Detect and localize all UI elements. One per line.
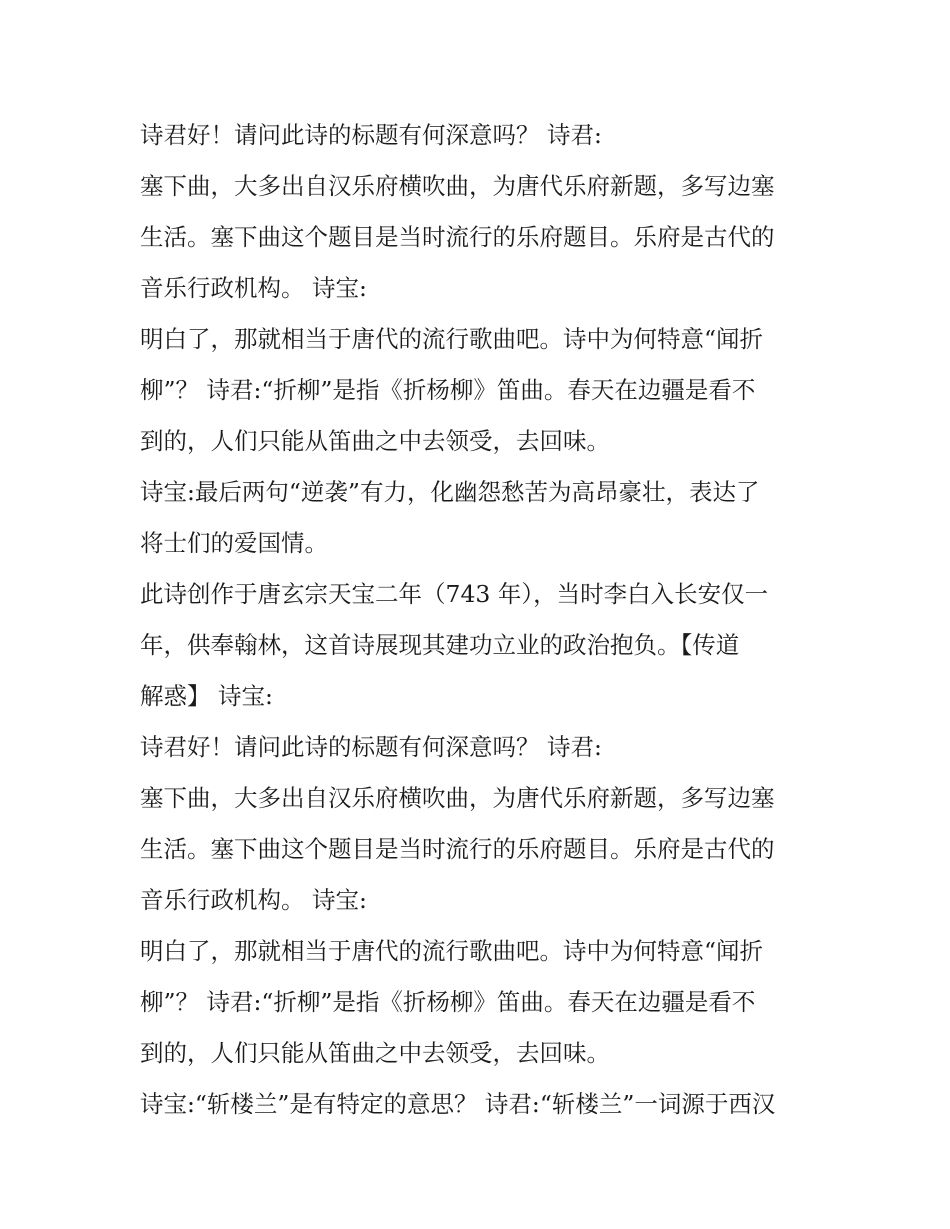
text-line: 音乐行政机构。 诗宝: — [140, 886, 367, 914]
text-line: 诗宝:“斩楼兰”是有特定的意思？ 诗君:“斩楼兰”一词源于西汉 — [140, 1090, 776, 1118]
text-line: 柳”？ 诗君:“折柳”是指《折杨柳》笛曲。春天在边疆是看不 — [140, 988, 756, 1016]
text-line: 柳”？ 诗君:“折柳”是指《折杨柳》笛曲。春天在边疆是看不 — [140, 376, 756, 404]
text-line: 诗君好！请问此诗的标题有何深意吗？ 诗君: — [140, 121, 602, 149]
document-page — [140, 110, 820, 1130]
text-line: 诗宝:最后两句“逆袭”有力，化幽怨愁苦为高昂豪壮，表达了 — [140, 478, 760, 506]
text-line: 解惑】 诗宝: — [140, 682, 273, 710]
text-line: 音乐行政机构。 诗宝: — [140, 274, 367, 302]
text-line: 诗君好！请问此诗的标题有何深意吗？ 诗君: — [140, 733, 602, 761]
text-line: 明白了，那就相当于唐代的流行歌曲吧。诗中为何特意“闻折 — [140, 325, 764, 353]
text-line: 生活。塞下曲这个题目是当时流行的乐府题目。乐府是古代的 — [140, 223, 775, 251]
text-line: 生活。塞下曲这个题目是当时流行的乐府题目。乐府是古代的 — [140, 835, 775, 863]
text-line: 将士们的爱国情。 — [140, 529, 328, 557]
text-line: 到的，人们只能从笛曲之中去领受，去回味。 — [140, 1039, 610, 1067]
text-line: 塞下曲，大多出自汉乐府横吹曲，为唐代乐府新题，多写边塞 — [140, 784, 775, 812]
text-line: 到的，人们只能从笛曲之中去领受，去回味。 — [140, 427, 610, 455]
text-line: 此诗创作于唐玄宗天宝二年（743 年），当时李白入长安仅一 — [140, 580, 769, 608]
text-line: 塞下曲，大多出自汉乐府横吹曲，为唐代乐府新题，多写边塞 — [140, 172, 775, 200]
text-line: 年，供奉翰林，这首诗展现其建功立业的政治抱负。【传道 — [140, 631, 740, 659]
text-line: 明白了，那就相当于唐代的流行歌曲吧。诗中为何特意“闻折 — [140, 937, 764, 965]
